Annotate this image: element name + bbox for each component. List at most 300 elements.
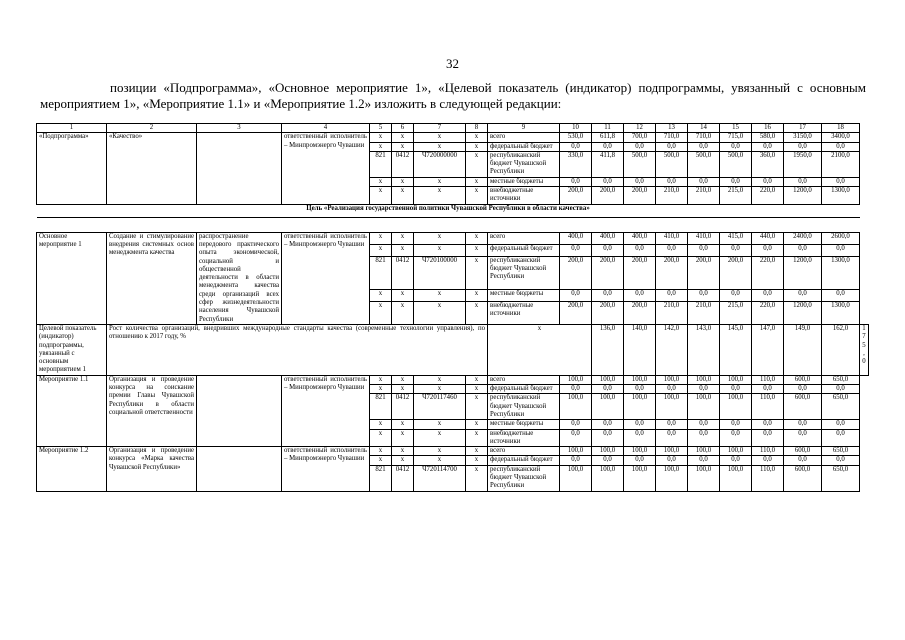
amount-cell: 0,0 xyxy=(784,142,822,151)
amount-cell: 330,0 xyxy=(560,151,592,177)
x-mark: x xyxy=(414,447,466,456)
amount-cell: 400,0 xyxy=(592,232,624,244)
amount-cell: 400,0 xyxy=(624,232,656,244)
column-number: 9 xyxy=(488,124,560,133)
x-mark: x xyxy=(414,177,466,186)
amount-cell: 2400,0 xyxy=(784,232,822,244)
amount-cell: 200,0 xyxy=(688,256,720,289)
table-row xyxy=(37,133,869,142)
x-mark: x xyxy=(466,244,488,256)
x-mark: x xyxy=(414,290,466,302)
amount-cell: 0,0 xyxy=(822,290,860,302)
table-row xyxy=(37,375,869,384)
amount-cell: 410,0 xyxy=(688,232,720,244)
x-mark: x xyxy=(370,133,392,142)
x-mark: x xyxy=(392,447,414,456)
funding-source: федеральный бюджет xyxy=(488,456,560,465)
csr-code: Ч720114700 xyxy=(414,465,466,491)
amount-cell: 100,0 xyxy=(720,465,752,491)
x-mark: x xyxy=(466,375,488,384)
x-mark: x xyxy=(488,324,592,375)
funding-source: местные бюджеты xyxy=(488,420,560,429)
x-mark: x xyxy=(392,133,414,142)
amount-cell: 410,0 xyxy=(656,232,688,244)
column-number: 7 xyxy=(414,124,466,133)
indicator-value: 142,0 xyxy=(656,324,688,375)
amount-cell: 611,8 xyxy=(592,133,624,142)
x-mark: x xyxy=(370,232,392,244)
amount-cell: 100,0 xyxy=(624,465,656,491)
funding-source: всего xyxy=(488,447,560,456)
column-number: 8 xyxy=(466,124,488,133)
amount-cell: 1300,0 xyxy=(822,302,860,325)
x-mark: x xyxy=(466,133,488,142)
x-mark: x xyxy=(370,375,392,384)
amount-cell: 0,0 xyxy=(560,429,592,447)
x-mark: x xyxy=(392,142,414,151)
x-mark: x xyxy=(466,447,488,456)
x-mark: x xyxy=(466,429,488,447)
amount-cell: 0,0 xyxy=(822,244,860,256)
amount-cell: 0,0 xyxy=(720,456,752,465)
x-mark: x xyxy=(466,187,488,205)
x-mark: x xyxy=(370,420,392,429)
amount-cell: 200,0 xyxy=(656,256,688,289)
x-mark: x xyxy=(392,244,414,256)
page-number: 32 xyxy=(446,56,459,71)
amount-cell: 0,0 xyxy=(752,385,784,394)
funding-source: внебюджетные источники xyxy=(488,302,560,325)
item-name: Мероприятие 1.1 xyxy=(37,375,107,446)
amount-cell: 0,0 xyxy=(752,177,784,186)
amount-cell: 2100,0 xyxy=(822,151,860,177)
indicator-value: 143,0 xyxy=(688,324,720,375)
indicator-value: 175,0 xyxy=(860,324,869,375)
column-number: 13 xyxy=(656,124,688,133)
amount-cell: 0,0 xyxy=(688,244,720,256)
funding-source: внебюджетные источники xyxy=(488,429,560,447)
amount-cell: 415,0 xyxy=(720,232,752,244)
grbs-code: 821 xyxy=(370,256,392,289)
amount-cell: 210,0 xyxy=(656,187,688,205)
amount-cell: 0,0 xyxy=(752,290,784,302)
amount-cell: 100,0 xyxy=(560,375,592,384)
column-number: 12 xyxy=(624,124,656,133)
csr-code: Ч720000000 xyxy=(414,151,466,177)
x-mark: x xyxy=(392,429,414,447)
amount-cell: 210,0 xyxy=(656,302,688,325)
column-number: 10 xyxy=(560,124,592,133)
amount-cell: 210,0 xyxy=(688,187,720,205)
amount-cell: 411,8 xyxy=(592,151,624,177)
amount-cell: 600,0 xyxy=(784,394,822,420)
amount-cell: 0,0 xyxy=(688,177,720,186)
executor: ответственный исполнитель – Минпромэнерго Чувашии xyxy=(282,375,370,446)
amount-cell: 220,0 xyxy=(752,187,784,205)
funding-source: всего xyxy=(488,375,560,384)
funding-source: республиканский бюджет Чувашской Республики xyxy=(488,465,560,491)
x-mark: x xyxy=(370,456,392,465)
x-mark: x xyxy=(414,232,466,244)
x-mark: x xyxy=(370,290,392,302)
x-mark: x xyxy=(392,302,414,325)
amount-cell: 0,0 xyxy=(822,385,860,394)
x-mark: x xyxy=(370,385,392,394)
amount-cell: 500,0 xyxy=(656,151,688,177)
amount-cell: 100,0 xyxy=(688,465,720,491)
amount-cell: 100,0 xyxy=(560,394,592,420)
amount-cell: 110,0 xyxy=(752,375,784,384)
executor: ответственный исполнитель – Минпромэнерго Чувашии xyxy=(282,133,370,204)
funding-source: республиканский бюджет Чувашской Республики xyxy=(488,394,560,420)
amount-cell: 3400,0 xyxy=(822,133,860,142)
column-number: 14 xyxy=(688,124,720,133)
amount-cell: 0,0 xyxy=(624,420,656,429)
item-purpose xyxy=(197,133,282,204)
amount-cell: 0,0 xyxy=(752,420,784,429)
amount-cell: 200,0 xyxy=(560,256,592,289)
amount-cell: 0,0 xyxy=(592,244,624,256)
amount-cell: 220,0 xyxy=(752,302,784,325)
amount-cell: 100,0 xyxy=(720,447,752,456)
amount-cell: 0,0 xyxy=(656,142,688,151)
funding-source: федеральный бюджет xyxy=(488,142,560,151)
amount-cell: 0,0 xyxy=(784,244,822,256)
amount-cell: 0,0 xyxy=(784,385,822,394)
column-number: 16 xyxy=(752,124,784,133)
funding-source: местные бюджеты xyxy=(488,177,560,186)
x-mark: x xyxy=(466,394,488,420)
x-mark: x xyxy=(392,420,414,429)
indicator-value: 162,0 xyxy=(822,324,860,375)
amount-cell: 0,0 xyxy=(656,177,688,186)
intro-paragraph: позиции «Подпрограмма», «Основное мероприятие 1», «Целевой показатель (индикатор) подпрограммы, увязанный с основным мероприятием 1», «Мероприятие 1.1» и «Мероприятие 1.2» изложить в следующей редакции: xyxy=(40,80,866,111)
x-mark: x xyxy=(370,244,392,256)
x-mark: x xyxy=(414,133,466,142)
x-mark: x xyxy=(370,429,392,447)
funding-source: республиканский бюджет Чувашской Республики xyxy=(488,256,560,289)
x-mark: x xyxy=(466,151,488,177)
amount-cell: 100,0 xyxy=(656,447,688,456)
amount-cell: 200,0 xyxy=(720,256,752,289)
x-mark: x xyxy=(466,177,488,186)
amount-cell: 100,0 xyxy=(592,447,624,456)
funding-source: федеральный бюджет xyxy=(488,385,560,394)
amount-cell: 0,0 xyxy=(624,142,656,151)
item-name: «Подпрограмма» xyxy=(37,133,107,204)
table-row xyxy=(37,447,869,456)
amount-cell: 0,0 xyxy=(688,420,720,429)
amount-cell: 0,0 xyxy=(752,456,784,465)
x-mark: x xyxy=(466,456,488,465)
amount-cell: 400,0 xyxy=(560,232,592,244)
x-mark: x xyxy=(392,232,414,244)
amount-cell: 0,0 xyxy=(560,385,592,394)
amount-cell: 100,0 xyxy=(688,394,720,420)
table-row xyxy=(37,204,869,217)
x-mark: x xyxy=(370,447,392,456)
amount-cell: 0,0 xyxy=(688,290,720,302)
x-mark: x xyxy=(414,244,466,256)
x-mark: x xyxy=(392,187,414,205)
x-mark: x xyxy=(414,302,466,325)
amount-cell: 0,0 xyxy=(688,142,720,151)
amount-cell: 0,0 xyxy=(560,420,592,429)
amount-cell: 100,0 xyxy=(624,394,656,420)
x-mark: x xyxy=(414,142,466,151)
indicator-value: 147,0 xyxy=(752,324,784,375)
column-number: 15 xyxy=(720,124,752,133)
funding-source: местные бюджеты xyxy=(488,290,560,302)
x-mark: x xyxy=(466,385,488,394)
amount-cell: 0,0 xyxy=(784,429,822,447)
x-mark: x xyxy=(370,177,392,186)
item-purpose: распространение передового практического опыта экономической, социальной и общественной деятельности в области менеджмента качества среди организаций всех сфер жизнедеятельности населения Чувашской Республики xyxy=(197,232,282,324)
amount-cell: 0,0 xyxy=(822,420,860,429)
funding-source: всего xyxy=(488,133,560,142)
column-number: 18 xyxy=(822,124,860,133)
amount-cell: 1200,0 xyxy=(784,187,822,205)
amount-cell: 100,0 xyxy=(656,465,688,491)
rzpr-code: 0412 xyxy=(392,151,414,177)
amount-cell: 580,0 xyxy=(752,133,784,142)
amount-cell: 650,0 xyxy=(822,447,860,456)
x-mark: x xyxy=(466,302,488,325)
csr-code: Ч720100000 xyxy=(414,256,466,289)
amount-cell: 0,0 xyxy=(720,429,752,447)
table-row xyxy=(37,217,869,232)
funding-source: всего xyxy=(488,232,560,244)
amount-cell: 200,0 xyxy=(624,302,656,325)
amount-cell: 0,0 xyxy=(688,429,720,447)
amount-cell: 0,0 xyxy=(624,385,656,394)
amount-cell: 360,0 xyxy=(752,151,784,177)
amount-cell: 0,0 xyxy=(560,456,592,465)
amount-cell: 0,0 xyxy=(624,290,656,302)
grbs-code: 821 xyxy=(370,151,392,177)
amount-cell: 0,0 xyxy=(592,142,624,151)
amount-cell: 0,0 xyxy=(720,290,752,302)
x-mark: x xyxy=(466,290,488,302)
amount-cell: 0,0 xyxy=(560,142,592,151)
item-title: Создание и стимулирование внедрения системных основ менеджмента качества xyxy=(107,232,197,324)
funding-source: республиканский бюджет Чувашской Республики xyxy=(488,151,560,177)
rzpr-code: 0412 xyxy=(392,465,414,491)
amount-cell: 220,0 xyxy=(752,256,784,289)
amount-cell: 500,0 xyxy=(624,151,656,177)
amount-cell: 200,0 xyxy=(560,302,592,325)
amount-cell: 0,0 xyxy=(720,244,752,256)
amount-cell: 650,0 xyxy=(822,465,860,491)
amount-cell: 200,0 xyxy=(592,187,624,205)
item-title: Организация и проведение конкурса «Марка качества Чувашской Республики» xyxy=(107,447,197,491)
column-number: 4 xyxy=(282,124,370,133)
amount-cell: 0,0 xyxy=(592,177,624,186)
item-title: Организация и проведение конкурса на соискание премии Главы Чувашской Республики в области социальной ответственности xyxy=(107,375,197,446)
x-mark: x xyxy=(466,142,488,151)
amount-cell: 0,0 xyxy=(624,244,656,256)
x-mark: x xyxy=(466,256,488,289)
amount-cell: 100,0 xyxy=(592,375,624,384)
amount-cell: 0,0 xyxy=(656,290,688,302)
x-mark: x xyxy=(414,456,466,465)
amount-cell: 0,0 xyxy=(784,177,822,186)
x-mark: x xyxy=(466,232,488,244)
amount-cell: 3150,0 xyxy=(784,133,822,142)
indicator-text: Рост количества организаций, внедривших международные стандарты качества (современные технологии управления), по отношению к 2017 году, % xyxy=(107,324,488,375)
table-row xyxy=(37,232,869,244)
amount-cell: 0,0 xyxy=(592,429,624,447)
amount-cell: 100,0 xyxy=(624,447,656,456)
x-mark: x xyxy=(392,290,414,302)
amount-cell: 1300,0 xyxy=(822,256,860,289)
x-mark: x xyxy=(370,302,392,325)
amount-cell: 100,0 xyxy=(688,375,720,384)
amount-cell: 1200,0 xyxy=(784,302,822,325)
amount-cell: 1200,0 xyxy=(784,256,822,289)
x-mark: x xyxy=(414,429,466,447)
funding-source: внебюджетные источники xyxy=(488,187,560,205)
amount-cell: 100,0 xyxy=(720,375,752,384)
amount-cell: 0,0 xyxy=(720,142,752,151)
item-title: «Качество» xyxy=(107,133,197,204)
amount-cell: 0,0 xyxy=(560,290,592,302)
amount-cell: 100,0 xyxy=(560,447,592,456)
amount-cell: 0,0 xyxy=(560,177,592,186)
x-mark: x xyxy=(392,375,414,384)
indicator-value: 136,0 xyxy=(592,324,624,375)
indicator-value: 140,0 xyxy=(624,324,656,375)
amount-cell: 0,0 xyxy=(822,456,860,465)
amount-cell: 100,0 xyxy=(656,375,688,384)
funding-source: федеральный бюджет xyxy=(488,244,560,256)
amount-cell: 0,0 xyxy=(656,420,688,429)
amount-cell: 0,0 xyxy=(688,456,720,465)
x-mark: x xyxy=(370,187,392,205)
x-mark: x xyxy=(414,385,466,394)
column-number: 11 xyxy=(592,124,624,133)
amount-cell: 700,0 xyxy=(624,133,656,142)
column-number: 5 xyxy=(370,124,392,133)
indicator-value: 145,0 xyxy=(720,324,752,375)
x-mark: x xyxy=(370,142,392,151)
amount-cell: 600,0 xyxy=(784,375,822,384)
column-number: 17 xyxy=(784,124,822,133)
amount-cell: 710,0 xyxy=(656,133,688,142)
rzpr-code: 0412 xyxy=(392,256,414,289)
amount-cell: 500,0 xyxy=(688,151,720,177)
amount-cell: 0,0 xyxy=(656,456,688,465)
table-row xyxy=(37,124,869,133)
amount-cell: 0,0 xyxy=(720,177,752,186)
spacer xyxy=(37,217,860,232)
amount-cell: 0,0 xyxy=(720,420,752,429)
amount-cell: 210,0 xyxy=(688,302,720,325)
amount-cell: 200,0 xyxy=(624,256,656,289)
rzpr-code: 0412 xyxy=(392,394,414,420)
amount-cell: 0,0 xyxy=(822,429,860,447)
amount-cell: 650,0 xyxy=(822,375,860,384)
amount-cell: 1950,0 xyxy=(784,151,822,177)
amount-cell: 0,0 xyxy=(592,456,624,465)
x-mark: x xyxy=(392,385,414,394)
amount-cell: 440,0 xyxy=(752,232,784,244)
amount-cell: 100,0 xyxy=(592,394,624,420)
amount-cell: 200,0 xyxy=(592,256,624,289)
column-number: 1 xyxy=(37,124,107,133)
amount-cell: 0,0 xyxy=(624,177,656,186)
item-purpose xyxy=(197,447,282,491)
amount-cell: 0,0 xyxy=(752,244,784,256)
amount-cell: 710,0 xyxy=(688,133,720,142)
amount-cell: 0,0 xyxy=(784,456,822,465)
amount-cell: 0,0 xyxy=(822,177,860,186)
amount-cell: 100,0 xyxy=(688,447,720,456)
amount-cell: 0,0 xyxy=(752,142,784,151)
amount-cell: 100,0 xyxy=(624,375,656,384)
amount-cell: 500,0 xyxy=(720,151,752,177)
executor: ответственный исполнитель – Минпромэнерго Чувашии xyxy=(282,232,370,324)
column-number: 3 xyxy=(197,124,282,133)
amount-cell: 200,0 xyxy=(624,187,656,205)
x-mark: x xyxy=(392,456,414,465)
amount-cell: 0,0 xyxy=(560,244,592,256)
column-number: 6 xyxy=(392,124,414,133)
item-name: Основное мероприятие 1 xyxy=(37,232,107,324)
amount-cell: 715,0 xyxy=(720,133,752,142)
amount-cell: 0,0 xyxy=(688,385,720,394)
amount-cell: 200,0 xyxy=(560,187,592,205)
amount-cell: 0,0 xyxy=(784,420,822,429)
financing-table xyxy=(36,123,869,492)
amount-cell: 100,0 xyxy=(592,465,624,491)
amount-cell: 2600,0 xyxy=(822,232,860,244)
amount-cell: 600,0 xyxy=(784,447,822,456)
indicator-name: Целевой показатель (индикатор) подпрограммы, увязанный с основным мероприятием 1 xyxy=(37,324,107,375)
x-mark: x xyxy=(392,177,414,186)
grbs-code: 821 xyxy=(370,394,392,420)
amount-cell: 0,0 xyxy=(624,429,656,447)
column-number: 2 xyxy=(107,124,197,133)
amount-cell: 0,0 xyxy=(656,429,688,447)
amount-cell: 0,0 xyxy=(752,429,784,447)
x-mark: x xyxy=(414,420,466,429)
amount-cell: 0,0 xyxy=(592,420,624,429)
amount-cell: 215,0 xyxy=(720,187,752,205)
amount-cell: 0,0 xyxy=(784,290,822,302)
amount-cell: 100,0 xyxy=(720,394,752,420)
table-row xyxy=(37,324,869,375)
x-mark: x xyxy=(466,420,488,429)
grbs-code: 821 xyxy=(370,465,392,491)
amount-cell: 650,0 xyxy=(822,394,860,420)
amount-cell: 0,0 xyxy=(656,244,688,256)
amount-cell: 0,0 xyxy=(822,142,860,151)
csr-code: Ч720117460 xyxy=(414,394,466,420)
amount-cell: 0,0 xyxy=(624,456,656,465)
item-name: Мероприятие 1.2 xyxy=(37,447,107,491)
amount-cell: 0,0 xyxy=(592,385,624,394)
amount-cell: 215,0 xyxy=(720,302,752,325)
amount-cell: 200,0 xyxy=(592,302,624,325)
amount-cell: 0,0 xyxy=(592,290,624,302)
amount-cell: 0,0 xyxy=(720,385,752,394)
amount-cell: 100,0 xyxy=(560,465,592,491)
amount-cell: 1300,0 xyxy=(822,187,860,205)
executor: ответственный исполнитель – Минпромэнерго Чувашии xyxy=(282,447,370,491)
amount-cell: 600,0 xyxy=(784,465,822,491)
goal-heading: Цель «Реализация государственной политики Чувашской Республики в области качества» xyxy=(37,204,860,217)
